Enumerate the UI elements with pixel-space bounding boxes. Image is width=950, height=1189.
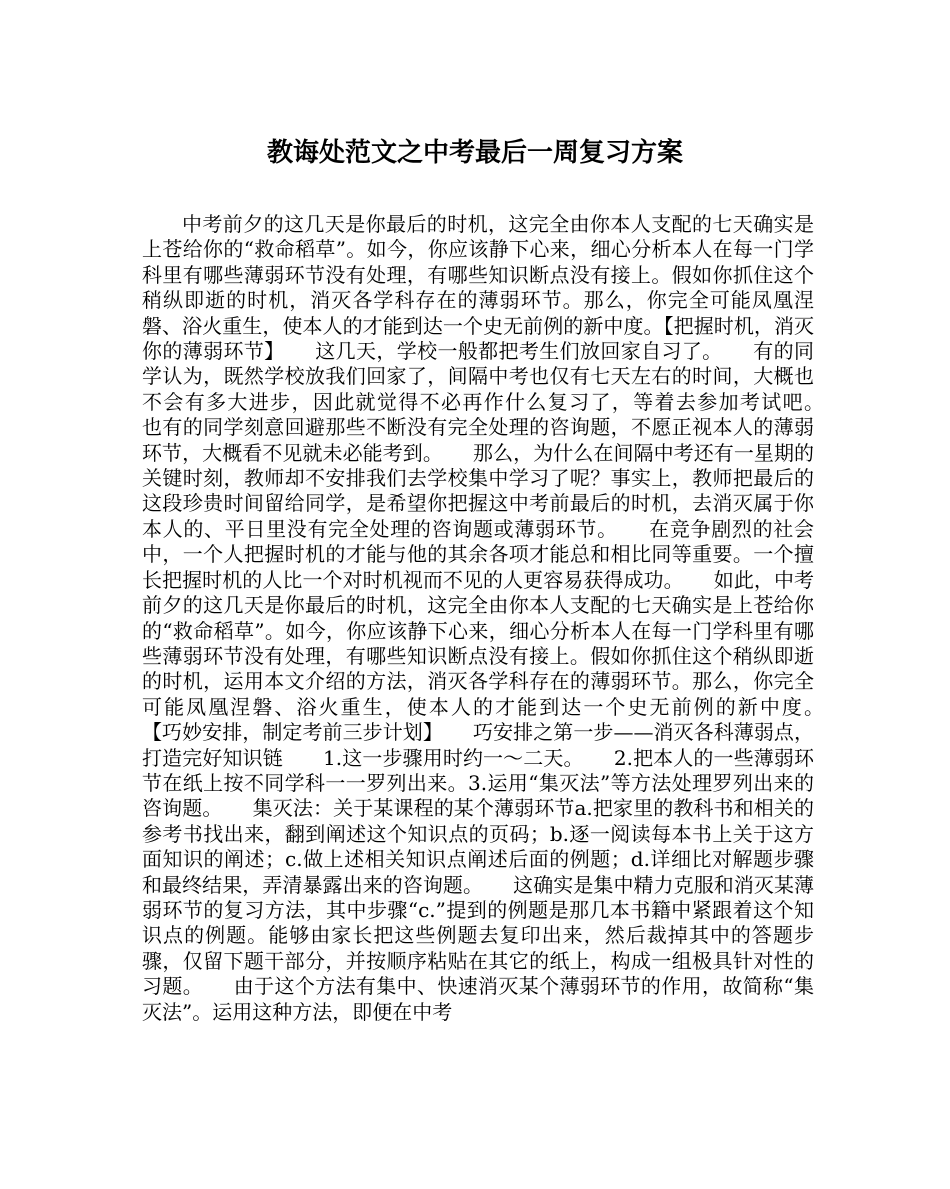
document-title: 教诲处范文之中考最后一周复习方案	[266, 138, 683, 168]
document-body-paragraph: 中考前夕的这几天是你最后的时机，这完全由你本人支配的七天确实是上苍给你的“救命稻草”。如今，你应该静下心来，细心分析本人在每一门学科里有哪些薄弱环节没有处理，有哪些知识断点没有接上。假如你抓住这个稍纵即逝的时机，消灭各学科存在的薄弱环节。那么，你完全可能凤凰涅磐、浴火重生，使本人的才能到达一个史无前例的新中度。【把握时机，消灭你的薄弱环节】 这几天，学校一般都把考生们放回家自习了。 有的同学认为，既然学校放我们回家了，间隔中考也仅有七天左右的时间，大概也不会有多大进步，因此就觉得不必再作什么复习了，等着去参加考试吧。 也有的同学刻意回避那些不断没有完全处理的咨询题，不愿正视本人的薄弱环节，大概看不见就未必能考到。 那么，为什么在间隔中考还有一星期的关键时刻，教师却不安排我们去学校集中学习了呢？事实上，教师把最后的这段珍贵时间留给同学，是希望你把握这中考前最后的时机，去消灭属于你本人的、平日里没有完全处理的咨询题或薄弱环节。 在竞争剧烈的社会中，一个人把握时机的才能与他的其余各项才能总和相比同等重要。一个擅长把握时机的人比一个对时机视而不见的人更容易获得成功。 如此，中考前夕的这几天是你最后的时机，这完全由你本人支配的七天确实是上苍给你的“救命稻草”。如今，你应该静下心来，细心分析本人在每一门学科里有哪些薄弱环节没有处理，有哪些知识断点没有接上。假如你抓住这个稍纵即逝的时机，运用本文介绍的方法，消灭各学科存在的薄弱环节。那么，你完全可能凤凰涅磐、浴火重生，使本人的才能到达一个史无前例的新中度。 【巧妙安排，制定考前三步计划】 巧安排之第一步——消灭各科薄弱点，打造完好知识链 1.这一步骤用时约一～二天。 2.把本人的一些薄弱环节在纸上按不同学科一一罗列出来。3.运用“集灭法”等方法处理罗列出来的咨询题。 集灭法：关于某课程的某个薄弱环节a.把家里的教科书和相关的参考书找出来，翻到阐述这个知识点的页码；b.逐一阅读每本书上关于这方面知识的阐述；c.做上述相关知识点阐述后面的例题；d.详细比对解题步骤和最终结果，弄清暴露出来的咨询题。 这确实是集中精力克服和消灭某薄弱环节的复习方法，其中步骤“c.”提到的例题是那几本书籍中紧跟着这个知识点的例题。能够由家长把这些例题去复印出来，然后裁掉其中的答题步骤，仅留下题干部分，并按顺序粘贴在其它的纸上，构成一组极具针对性的习题。 由于这个方法有集中、快速消灭某个薄弱环节的作用，故简称“集灭法”。运用这种方法，即便在中考	[142, 212, 854, 1024]
